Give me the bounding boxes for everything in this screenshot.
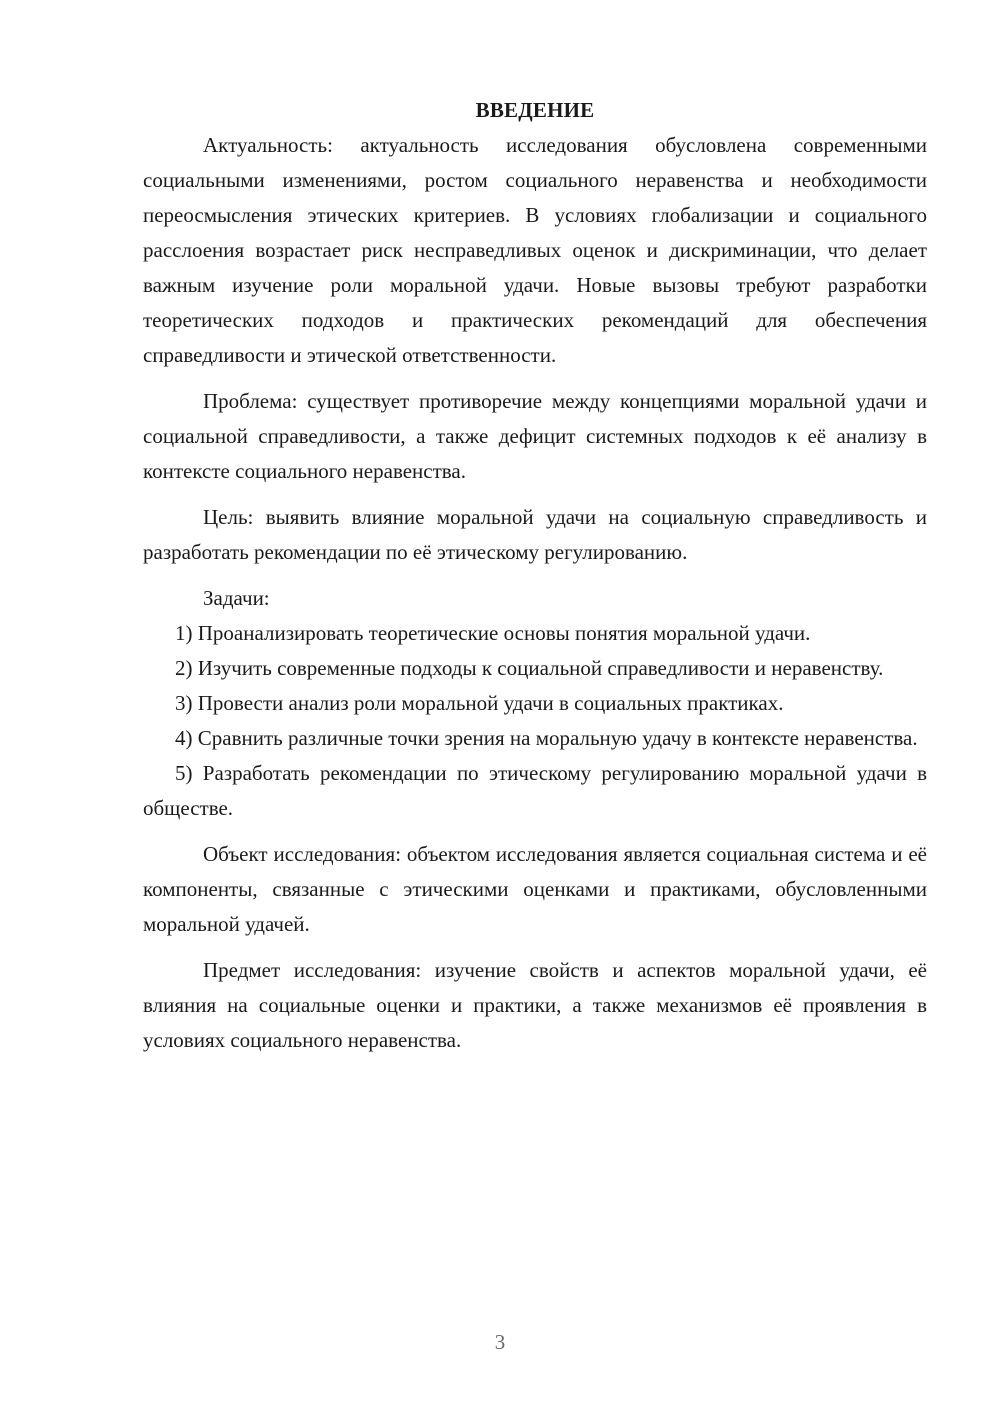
task-item-2: 2) Изучить современные подходы к социальной справедливости и неравенству. <box>175 656 884 680</box>
task-item-5: 5) Разработать рекомендации по этическому регулированию моральной удачи в обществе. <box>143 761 927 820</box>
task-item-3: 3) Провести анализ роли моральной удачи в социальных практиках. <box>175 691 784 715</box>
page-number: 3 <box>494 1330 506 1354</box>
goal-paragraph: Цель: выявить влияние моральной удачи на социальную справедливость и разработать рекомендации по её этическому регулированию. <box>143 505 927 564</box>
subject-paragraph: Предмет исследования: изучение свойств и аспектов моральной удачи, её влияния на социальные оценки и практики, а также механизмов её проявления в условиях социального неравенства. <box>143 958 927 1052</box>
problem-paragraph: Проблема: существует противоречие между концепциями моральной удачи и социальной справедливости, а также дефицит системных подходов к её анализу в контексте социального неравенства. <box>143 389 927 483</box>
tasks-label: Задачи: <box>203 586 270 610</box>
page-content <box>143 93 927 1058</box>
object-paragraph: Объект исследования: объектом исследования является социальная система и её компоненты, связанные с этическими оценками и практиками, обусловленными моральной удачей. <box>143 842 927 936</box>
task-item-4: 4) Сравнить различные точки зрения на моральную удачу в контексте неравенства. <box>175 726 918 750</box>
page-title: ВВЕДЕНИЕ <box>475 98 595 122</box>
task-item-1: 1) Проанализировать теоретические основы понятия моральной удачи. <box>175 621 811 645</box>
relevance-paragraph: Актуальность: актуальность исследования обусловлена современными социальными изменениями, ростом социального неравенства и необходимости переосмысления этических критериев. В условиях глобализации и социального расслоения возрастает риск несправедливых оценок и дискриминации, что делает важным изучение роли моральной удачи. Новые вызовы требуют разработки теоретических подходов и практических рекомендаций для обеспечения справедливости и этической ответственности. <box>143 133 927 367</box>
